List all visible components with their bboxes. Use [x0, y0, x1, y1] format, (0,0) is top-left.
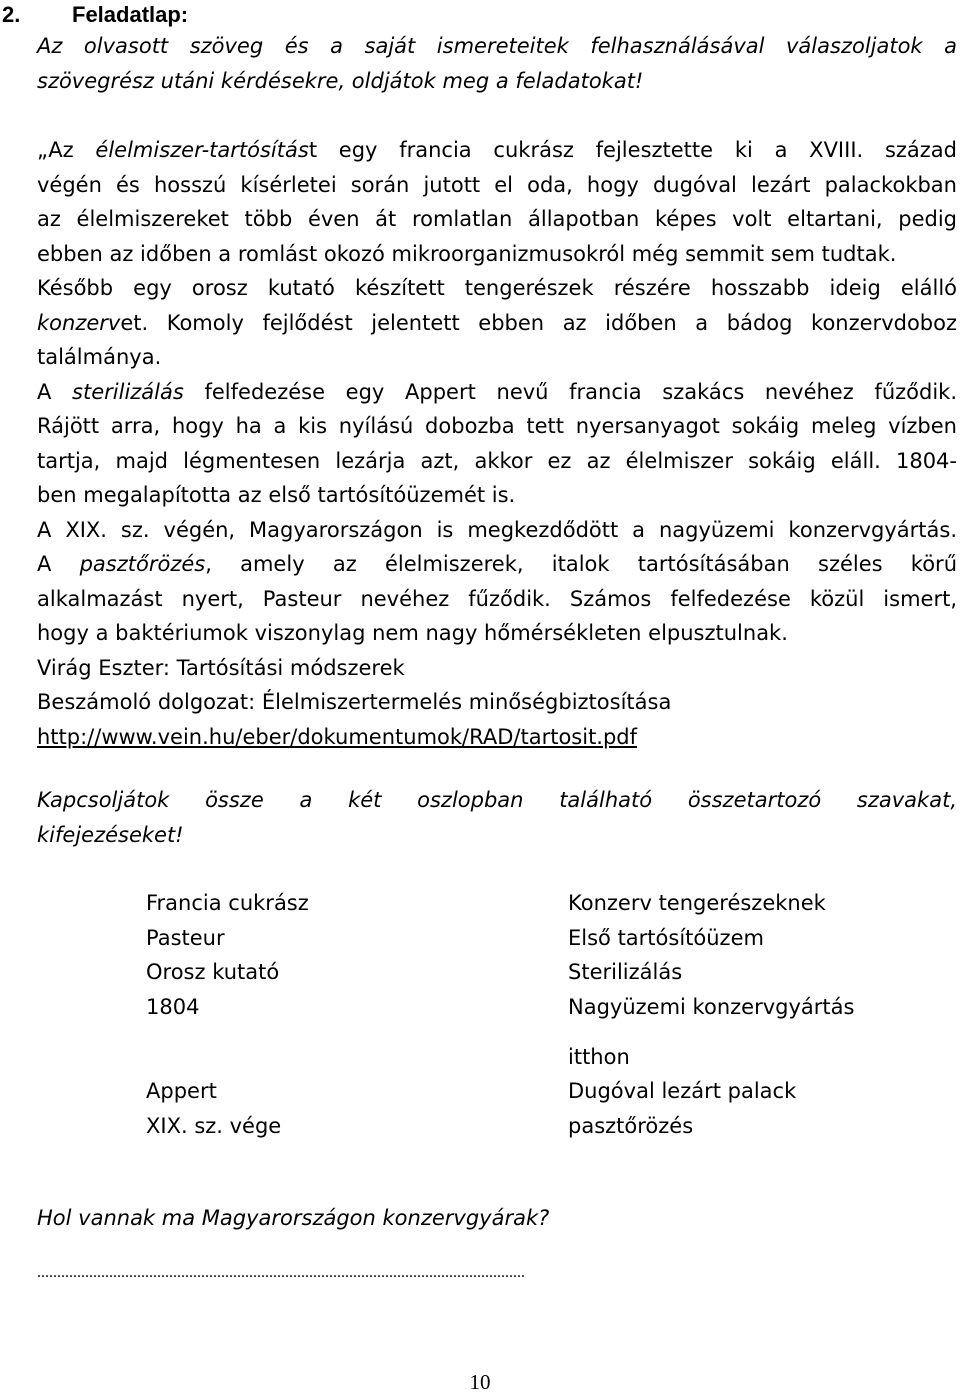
left-item: Orosz kutató: [146, 960, 280, 984]
text-fragment: A: [37, 379, 73, 404]
answer-line[interactable]: ..........................................................................................................................: [37, 1264, 525, 1281]
page-number: 10: [469, 1370, 491, 1394]
right-column: [568, 886, 854, 1143]
term-sterilizalas: sterilizálás: [72, 379, 184, 404]
left-item: 1804: [146, 994, 200, 1019]
text-line-11: ben megalapította az első tartósítóüzemét is.: [37, 483, 516, 507]
section-number: 2.: [2, 2, 21, 27]
left-item: Appert: [146, 1079, 217, 1103]
text-fragment: felfedezése egy Appert nevű francia szakács nevéhez fűződik.: [183, 379, 957, 404]
right-item: itthon: [568, 1045, 630, 1069]
text-line-7: találmánya.: [37, 345, 162, 369]
instructions: [37, 30, 957, 99]
text-fragment: „Az: [37, 138, 96, 162]
reading-text: [37, 133, 957, 754]
right-item: Nagyüzemi konzervgyártás: [568, 994, 855, 1019]
question: Hol vannak ma Magyarországon konzervgyárak?: [37, 1206, 550, 1230]
text-line-2: végén és hosszú kísérletei során jutott el oda, hogy dugóval lezárt palackokban: [37, 172, 957, 197]
matching-task: [37, 783, 957, 852]
text-line-6: [37, 306, 957, 341]
source-link-line: [37, 720, 957, 755]
term-konzerv: konzerv: [37, 310, 121, 335]
term-elelmiszer-tartositas: élelmiszer-tartósítás: [95, 138, 309, 162]
text-line-8: [37, 375, 957, 410]
text-line-9: Rájött arra, hogy ha a kis nyílású dobozba tett nyersanyagot sokáig meleg vízben: [37, 414, 957, 438]
right-item: Sterilizálás: [568, 960, 683, 984]
task-line-2: kifejezéseket!: [37, 822, 184, 847]
left-spacer: [146, 1024, 309, 1074]
instructions-line-2: szövegrész utáni kérdésekre, oldjátok meg a feladatokat!: [37, 68, 644, 93]
left-item: Pasteur: [146, 925, 225, 950]
text-line-5: Később egy orosz kutató készített tengerészek részére hosszabb ideig elálló: [37, 276, 957, 300]
text-line-1: [37, 133, 957, 168]
text-line-14: alkalmazást nyert, Pasteur nevéhez fűződik. Számos felfedezése közül ismert,: [37, 586, 957, 611]
text-fragment: A: [37, 552, 80, 576]
text-fragment: , amely az élelmiszerek, italok tartósításában széles körű: [205, 552, 957, 576]
text-fragment: t egy francia cukrász fejlesztette ki a XVIII. század: [308, 138, 957, 162]
right-item: Első tartósítóüzem: [568, 925, 764, 950]
source-author: Virág Eszter: Tartósítási módszerek: [37, 655, 405, 680]
source-link[interactable]: http://www.vein.hu/eber/dokumentumok/RAD/tartosit.pdf: [37, 724, 638, 749]
text-line-10: tartja, majd légmentesen lezárja azt, akkor ez az élelmiszer sokáig eláll. 1804-: [37, 448, 957, 473]
text-fragment: et. Komoly fejlődést jelentett ebben az időben a bádog konzervdoboz: [120, 310, 957, 335]
source-title: Beszámoló dolgozat: Élelmiszertermelés minőségbiztosítása: [37, 690, 672, 714]
instructions-line-1: Az olvasott szöveg és a saját ismereteitek felhasználásával válaszoljatok a: [37, 34, 957, 58]
left-item: Francia cukrász: [146, 891, 309, 915]
text-line-12: A XIX. sz. végén, Magyarországon is megkezdődött a nagyüzemi konzervgyártás.: [37, 517, 957, 542]
left-item: XIX. sz. vége: [146, 1113, 282, 1138]
term-pasztorozes: pasztőrözés: [79, 552, 206, 576]
text-line-4: ebben az időben a romlást okozó mikroorganizmusokról még semmit sem tudtak.: [37, 241, 897, 266]
section-heading: [0, 2, 188, 28]
text-line-15: hogy a baktériumok viszonylag nem nagy hőmérsékleten elpusztulnak.: [37, 621, 788, 645]
right-item: Dugóval lezárt palack: [568, 1079, 797, 1103]
section-title: Feladatlap:: [72, 2, 189, 27]
left-column: [146, 886, 309, 1143]
right-item: pasztőrözés: [568, 1113, 694, 1138]
right-item: Konzerv tengerészeknek: [568, 891, 826, 915]
text-line-3: az élelmiszereket több éven át romlatlan állapotban képes volt eltartani, pedig: [37, 207, 957, 231]
text-line-13: [37, 547, 957, 582]
task-line-1: Kapcsoljátok össze a két oszlopban található összetartozó szavakat,: [37, 788, 957, 812]
